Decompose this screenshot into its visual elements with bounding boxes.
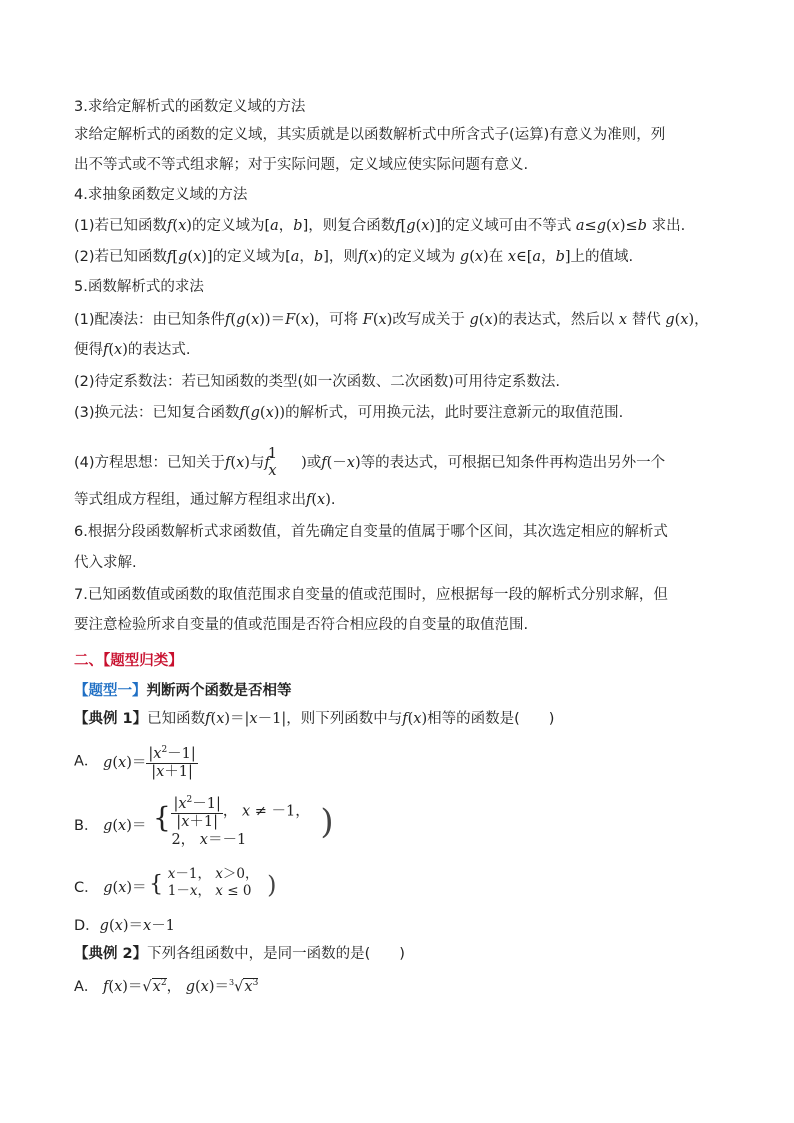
section-3-body-line-1: 求给定解析式的函数的定义域，其实质就是以函数解析式中所含式子(运算)有意义为准则，列 [74,127,666,143]
example-1-stem: 【典例 1】已知函数f(x)＝|x－1|，则下列函数中与f(x)相等的函数是( ) [74,711,555,727]
section-5-method-4-line-1: (4)方程思想：已知关于f(x)与f 1 x )或f(－x)等的表达式，可根据已知条件再构造出另外一个 [74,446,666,479]
section-3-title: 3.求给定解析式的函数定义域的方法 [74,99,306,115]
section-5-title: 5.函数解析式的求法 [74,279,204,295]
example-2-option-a[interactable]: A． $f(x)=√x^2$， $g(x)=^3√x^3$ [74,978,259,995]
section-4-point-2: (2)若已知函数f[g(x)]的定义域为[a，b]，则f(x)的定义域为 g(x)在 x∈[a，b]上的值域. [74,249,634,265]
example-1-option-d[interactable]: D．g(x)＝x－1 [74,918,175,934]
type-1-heading: 【题型一】判断两个函数是否相等 [74,683,292,699]
example-2-stem: 【典例 2】下列各组函数中，是同一函数的是( ) [74,946,405,962]
section-6-line-2: 代入求解. [74,555,137,571]
section-5-method-4-line-2: 等式组成方程组，通过解方程组求出f(x). [74,492,336,508]
section-4-title: 4.求抽象函数定义域的方法 [74,187,248,203]
section-5-method-2: (2)待定系数法：若已知函数的类型(如一次函数、二次函数)可用待定系数法. [74,374,560,390]
section-7-line-1: 7.已知函数值或函数的取值范围求自变量的值或范围时，应根据每一段的解析式分别求解，但 [74,587,668,603]
example-1-option-c[interactable]: C． g(x)＝ { x－1， x＞0， 1－x， x ≤ 0 ) [74,866,277,899]
section-3-body-line-2: 出不等式或不等式组求解；对于实际问题，定义域应使实际问题有意义. [74,157,529,173]
example-1-option-a[interactable]: A． g(x)＝ $\frac{|x^2-1|}{|x+1|}$ [74,742,198,781]
section-5-method-3: (3)换元法：已知复合函数f(g(x))的解析式，可用换元法，此时要注意新元的取值范围. [74,405,624,421]
section-5-method-1-line-2: 便得f(x)的表达式. [74,342,191,358]
section-6-line-1: 6.根据分段函数解析式求函数值，首先确定自变量的值属于哪个区间，其次选定相应的解析式 [74,524,668,540]
section-4-point-1: (1)若已知函数f(x)的定义域为[a，b]，则复合函数f[g(x)]的定义域可由不等式 a≤g(x)≤b 求出. [74,218,686,234]
section-5-method-1-line-1: (1)配凑法：由已知条件f(g(x))＝F(x)，可将 F(x)改写成关于 g(x)的表达式，然后以 x 替代 g(x)， [74,312,709,328]
example-1-option-b[interactable]: B． g(x)＝ { $\frac{|x^2-1|}{|x+1|}$ ， x ≠ －1， 2， x＝－1 ) [74,792,334,852]
part-2-heading: 二、【题型归类】 [74,653,183,669]
section-7-line-2: 要注意检验所求自变量的值或范围是否符合相应段的自变量的取值范围. [74,617,529,633]
